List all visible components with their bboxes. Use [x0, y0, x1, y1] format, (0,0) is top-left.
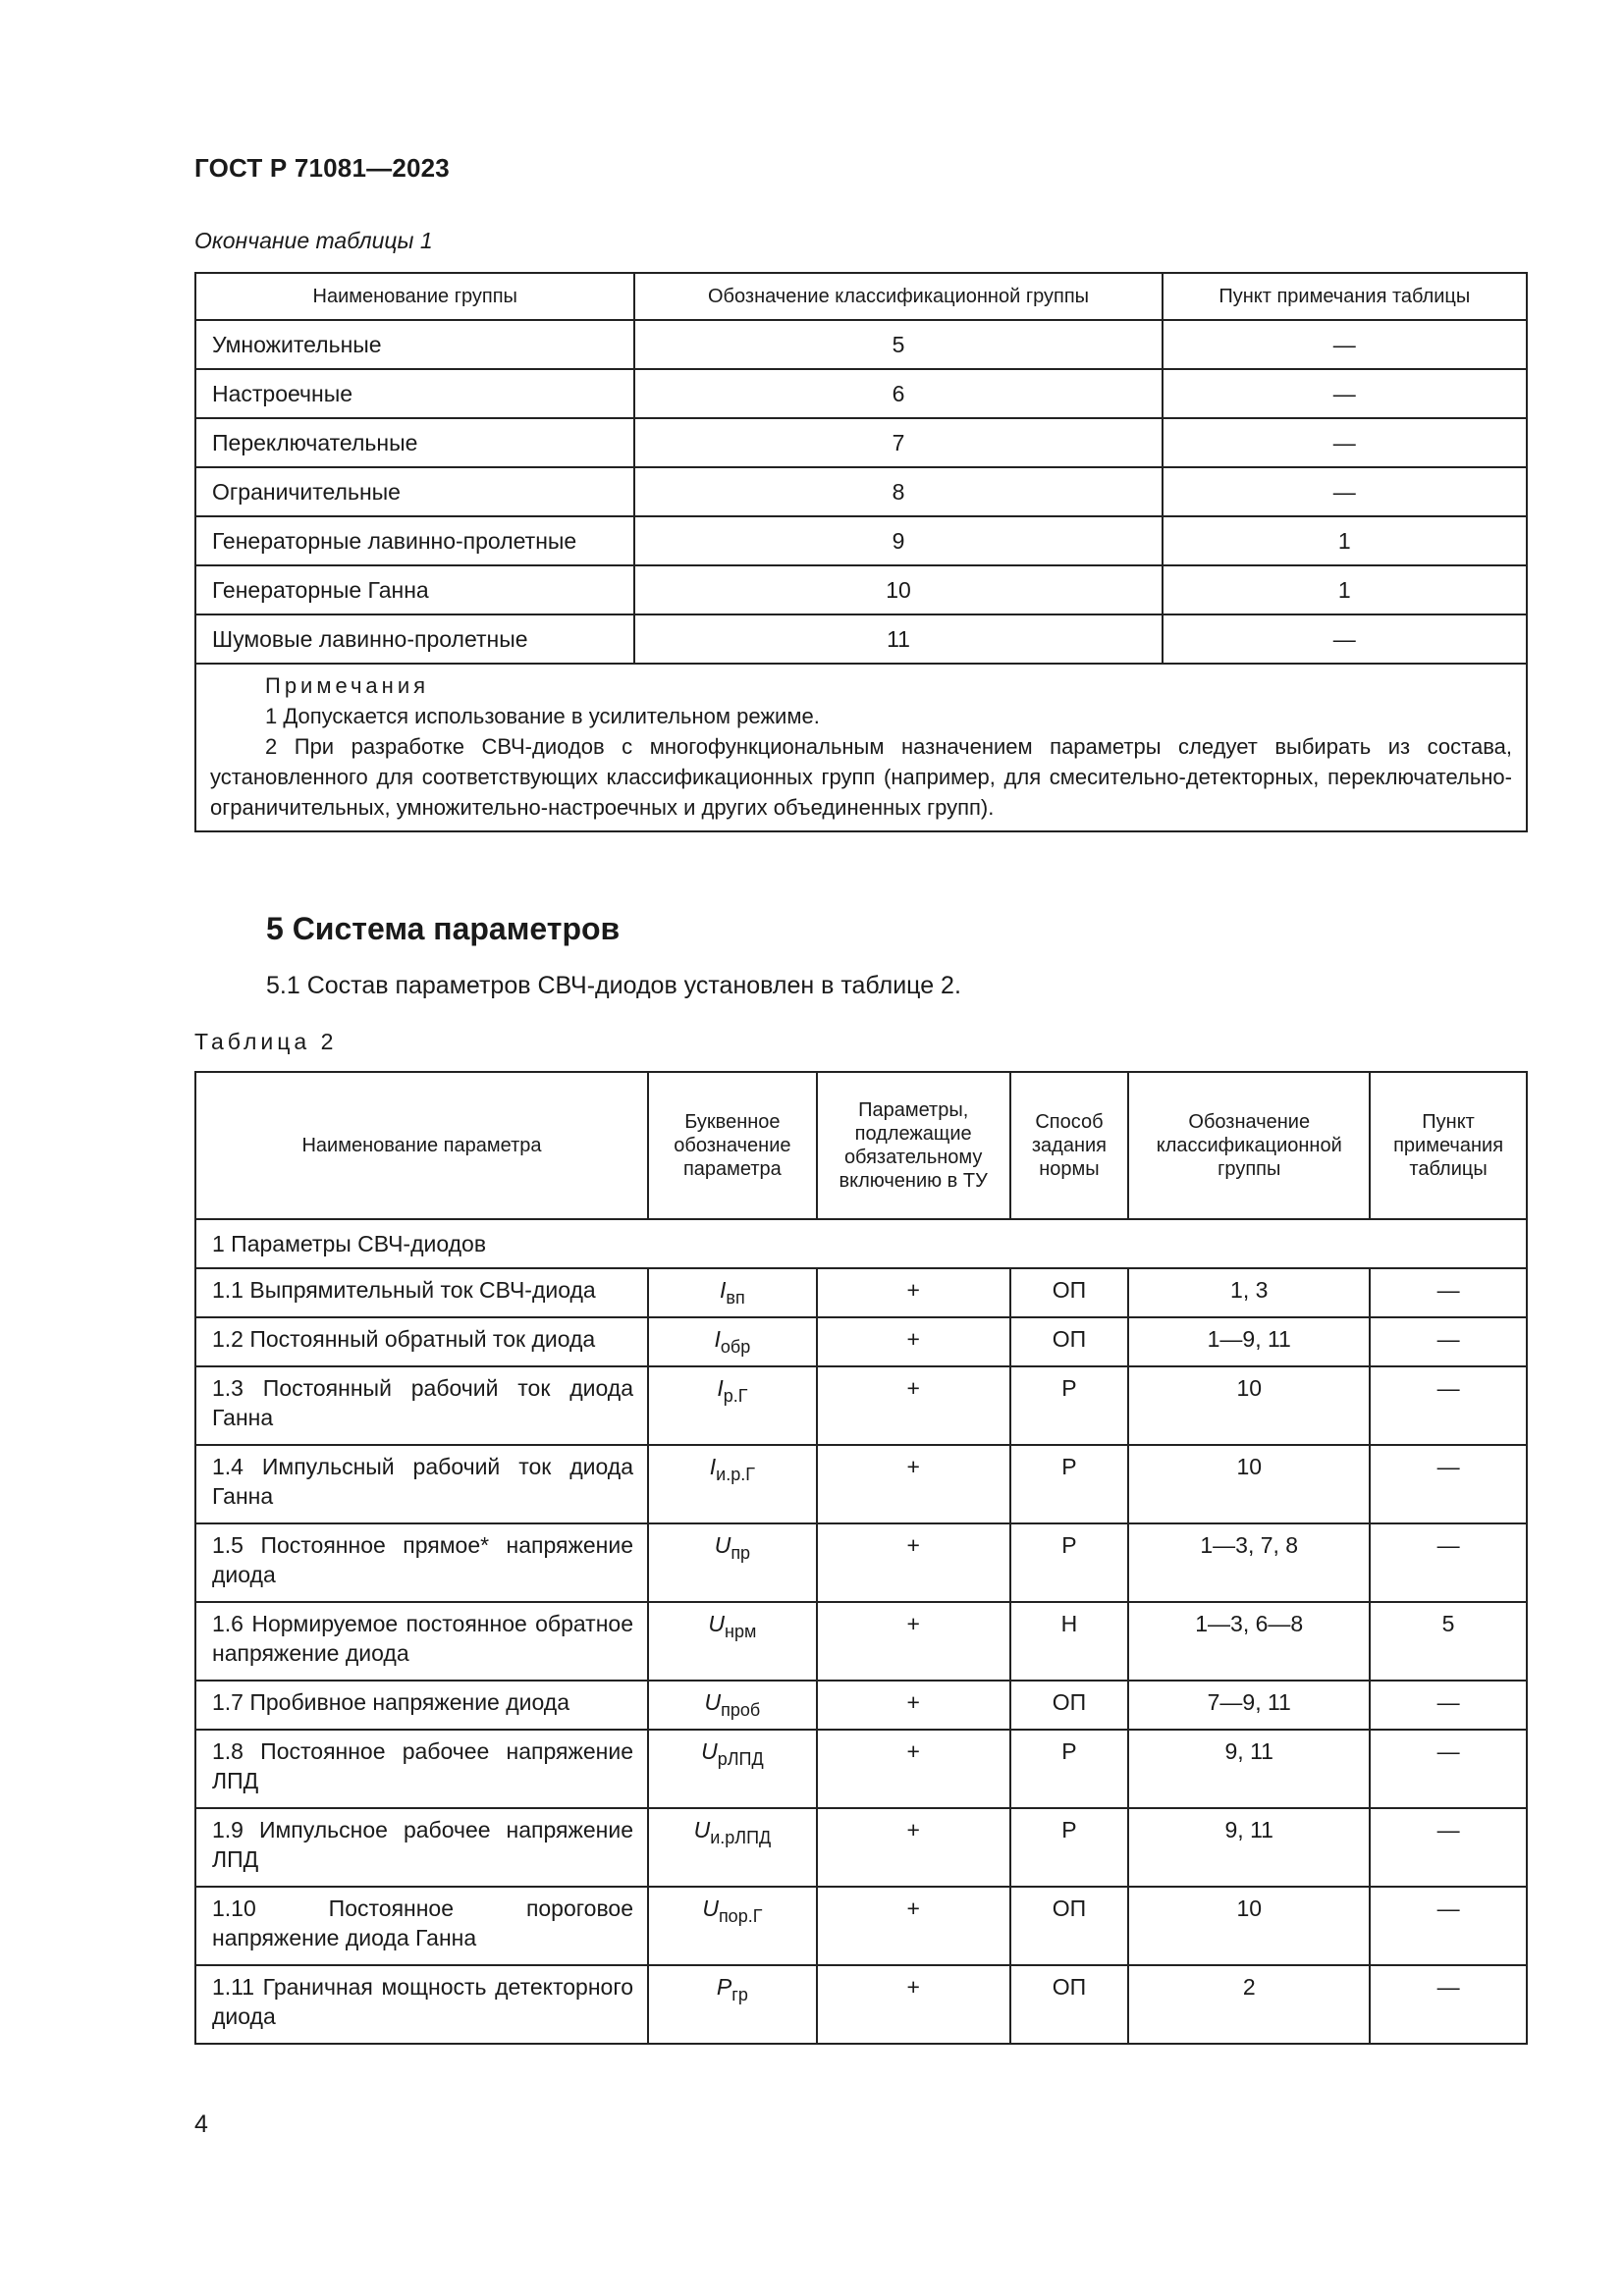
param-name-cell: 1.9 Импульсное рабочее напряжение ЛПД — [195, 1808, 648, 1887]
param-name-cell: 1.4 Импульсный рабочий ток диода Ганна — [195, 1445, 648, 1523]
table-row — [195, 1445, 1527, 1523]
group-code-cell: 11 — [634, 614, 1162, 664]
param-symbol-cell — [648, 1445, 817, 1523]
note-2: 2 При разработке СВЧ-диодов с многофункциональным назначением параметры следует выбирать из состава, установленного для соответствующих классификационных групп (например, для смесительно-детекторных, переключательно-ограничительных, умножительно-настроечных и других объединенных групп). — [210, 734, 1512, 820]
param-required-cell: + — [817, 1445, 1010, 1523]
group-name-cell: Настроечные — [195, 369, 634, 418]
table2-label: Таблица 2 — [194, 1029, 338, 1054]
symbol-subscript: рЛПД — [717, 1749, 764, 1769]
param-required-cell: + — [817, 1808, 1010, 1887]
table-row — [195, 1681, 1527, 1730]
symbol-subscript: и.р.Г — [716, 1465, 755, 1484]
param-required-cell: + — [817, 1730, 1010, 1808]
table-row — [195, 467, 1527, 516]
table2-header-row — [195, 1072, 1527, 1219]
group-name-cell: Ограничительные — [195, 467, 634, 516]
notes-title: Примечания — [265, 673, 430, 698]
group-name-cell: Умножительные — [195, 320, 634, 369]
table2-col-symbol: Буквенное обозначение параметра — [648, 1072, 817, 1219]
param-method-cell: ОП — [1010, 1887, 1129, 1965]
param-groups-cell: 9, 11 — [1128, 1808, 1370, 1887]
symbol-letter: U — [708, 1611, 726, 1636]
table-row — [195, 565, 1527, 614]
symbol-subscript: р.Г — [723, 1386, 748, 1406]
param-groups-cell: 1—3, 6—8 — [1128, 1602, 1370, 1681]
symbol-subscript: и.рЛПД — [710, 1828, 772, 1847]
table1-col-name: Наименование группы — [195, 273, 634, 320]
symbol-subscript: гр — [731, 1985, 748, 2004]
table-row — [195, 1602, 1527, 1681]
table2-group-row — [195, 1219, 1527, 1268]
param-method-cell: Р — [1010, 1445, 1129, 1523]
symbol-subscript: нрм — [725, 1622, 757, 1641]
symbol-subscript: проб — [721, 1700, 761, 1720]
table-row — [195, 1808, 1527, 1887]
table1-continuation-caption: Окончание таблицы 1 — [194, 228, 433, 253]
param-name-cell: 1.3 Постоянный рабочий ток диода Ганна — [195, 1366, 648, 1445]
param-note-cell: — — [1370, 1317, 1527, 1366]
note-1: 1 Допускается использование в усилительном режиме. — [265, 704, 820, 728]
symbol-letter: U — [704, 1689, 722, 1715]
symbol-letter: U — [693, 1817, 711, 1842]
param-note-cell: — — [1370, 1366, 1527, 1445]
group-code-cell: 7 — [634, 418, 1162, 467]
symbol-letter: I — [720, 1277, 727, 1303]
group-title-cell: 1 Параметры СВЧ-диодов — [195, 1219, 1527, 1268]
group-note-cell: 1 — [1163, 516, 1527, 565]
symbol-letter: I — [717, 1375, 724, 1401]
param-required-cell: + — [817, 1317, 1010, 1366]
param-method-cell: Р — [1010, 1808, 1129, 1887]
param-method-cell: ОП — [1010, 1268, 1129, 1317]
param-name-cell: 1.1 Выпрямительный ток СВЧ-диода — [195, 1268, 648, 1317]
param-method-cell: Н — [1010, 1602, 1129, 1681]
table1-notes-row — [195, 664, 1527, 831]
group-name-cell: Шумовые лавинно-пролетные — [195, 614, 634, 664]
param-required-cell: + — [817, 1268, 1010, 1317]
group-note-cell: — — [1163, 320, 1527, 369]
table-row — [195, 614, 1527, 664]
table-row — [195, 320, 1527, 369]
symbol-subscript: обр — [720, 1337, 751, 1357]
param-name-cell: 1.2 Постоянный обратный ток диода — [195, 1317, 648, 1366]
table1-col-note: Пункт примечания таблицы — [1163, 273, 1527, 320]
param-name-cell: 1.6 Нормируемое постоянное обратное напряжение диода — [195, 1602, 648, 1681]
param-groups-cell: 10 — [1128, 1366, 1370, 1445]
param-groups-cell: 10 — [1128, 1887, 1370, 1965]
table-2 — [194, 1071, 1528, 2045]
param-note-cell: — — [1370, 1730, 1527, 1808]
table-row — [195, 1317, 1527, 1366]
param-groups-cell: 1—9, 11 — [1128, 1317, 1370, 1366]
param-name-cell: 1.11 Граничная мощность детекторного диода — [195, 1965, 648, 2044]
symbol-letter: I — [714, 1326, 721, 1352]
group-code-cell: 6 — [634, 369, 1162, 418]
param-symbol-cell — [648, 1681, 817, 1730]
param-method-cell: Р — [1010, 1730, 1129, 1808]
param-symbol-cell — [648, 1965, 817, 2044]
symbol-letter: U — [702, 1896, 719, 1921]
page-number: 4 — [194, 2110, 208, 2138]
param-symbol-cell — [648, 1887, 817, 1965]
symbol-letter: P — [716, 1974, 732, 2000]
param-symbol-cell — [648, 1602, 817, 1681]
param-symbol-cell — [648, 1366, 817, 1445]
group-note-cell: — — [1163, 418, 1527, 467]
param-required-cell: + — [817, 1602, 1010, 1681]
param-symbol-cell — [648, 1523, 817, 1602]
param-required-cell: + — [817, 1965, 1010, 2044]
symbol-subscript: пор.Г — [718, 1906, 763, 1926]
param-method-cell: ОП — [1010, 1317, 1129, 1366]
table-row — [195, 1965, 1527, 2044]
group-note-cell: 1 — [1163, 565, 1527, 614]
param-required-cell: + — [817, 1887, 1010, 1965]
group-code-cell: 8 — [634, 467, 1162, 516]
param-groups-cell: 9, 11 — [1128, 1730, 1370, 1808]
table-row — [195, 369, 1527, 418]
group-code-cell: 10 — [634, 565, 1162, 614]
param-method-cell: Р — [1010, 1366, 1129, 1445]
symbol-letter: I — [709, 1454, 717, 1479]
param-name-cell: 1.10 Постоянное пороговое напряжение диода Ганна — [195, 1887, 648, 1965]
table-row — [195, 516, 1527, 565]
param-groups-cell: 1—3, 7, 8 — [1128, 1523, 1370, 1602]
group-code-cell: 5 — [634, 320, 1162, 369]
group-note-cell: — — [1163, 614, 1527, 664]
group-note-cell: — — [1163, 467, 1527, 516]
param-method-cell: ОП — [1010, 1965, 1129, 2044]
param-required-cell: + — [817, 1523, 1010, 1602]
param-groups-cell: 10 — [1128, 1445, 1370, 1523]
param-groups-cell: 2 — [1128, 1965, 1370, 2044]
param-required-cell: + — [817, 1366, 1010, 1445]
document-header: ГОСТ Р 71081—2023 — [194, 153, 450, 183]
group-code-cell: 9 — [634, 516, 1162, 565]
symbol-subscript: пр — [731, 1543, 751, 1563]
table-row — [195, 418, 1527, 467]
group-name-cell: Переключательные — [195, 418, 634, 467]
group-name-cell: Генераторные Ганна — [195, 565, 634, 614]
param-note-cell: — — [1370, 1887, 1527, 1965]
param-groups-cell: 1, 3 — [1128, 1268, 1370, 1317]
param-note-cell: — — [1370, 1268, 1527, 1317]
param-name-cell: 1.8 Постоянное рабочее напряжение ЛПД — [195, 1730, 648, 1808]
param-note-cell: — — [1370, 1681, 1527, 1730]
table-row — [195, 1523, 1527, 1602]
table2-col-group-code: Обозначение классификационной группы — [1128, 1072, 1370, 1219]
param-name-cell: 1.7 Пробивное напряжение диода — [195, 1681, 648, 1730]
param-method-cell: ОП — [1010, 1681, 1129, 1730]
table1-header-row — [195, 273, 1527, 320]
param-note-cell: — — [1370, 1808, 1527, 1887]
param-groups-cell: 7—9, 11 — [1128, 1681, 1370, 1730]
table1-col-code: Обозначение классификационной группы — [634, 273, 1162, 320]
param-method-cell: Р — [1010, 1523, 1129, 1602]
table2-col-param-name: Наименование параметра — [195, 1072, 648, 1219]
symbol-subscript: вп — [726, 1288, 745, 1308]
table-row — [195, 1730, 1527, 1808]
param-symbol-cell — [648, 1730, 817, 1808]
param-required-cell: + — [817, 1681, 1010, 1730]
group-note-cell: — — [1163, 369, 1527, 418]
table1-notes-cell — [195, 664, 1527, 831]
table-row — [195, 1366, 1527, 1445]
group-name-cell: Генераторные лавинно-пролетные — [195, 516, 634, 565]
table-row — [195, 1268, 1527, 1317]
table-1 — [194, 272, 1528, 832]
param-name-cell: 1.5 Постоянное прямое* напряжение диода — [195, 1523, 648, 1602]
param-symbol-cell — [648, 1317, 817, 1366]
table2-col-note: Пункт примечания таблицы — [1370, 1072, 1527, 1219]
symbol-letter: U — [714, 1532, 731, 1558]
table2-col-required: Параметры, подлежащие обязательному включению в ТУ — [817, 1072, 1010, 1219]
symbol-letter: U — [701, 1738, 718, 1764]
table-row — [195, 1887, 1527, 1965]
table2-col-method: Способ задания нормы — [1010, 1072, 1129, 1219]
param-note-cell: 5 — [1370, 1602, 1527, 1681]
param-note-cell: — — [1370, 1445, 1527, 1523]
param-symbol-cell — [648, 1268, 817, 1317]
param-symbol-cell — [648, 1808, 817, 1887]
section-title: 5 Система параметров — [266, 911, 621, 946]
paragraph-5-1: 5.1 Состав параметров СВЧ-диодов установлен в таблице 2. — [266, 972, 961, 999]
param-note-cell: — — [1370, 1965, 1527, 2044]
param-note-cell: — — [1370, 1523, 1527, 1602]
